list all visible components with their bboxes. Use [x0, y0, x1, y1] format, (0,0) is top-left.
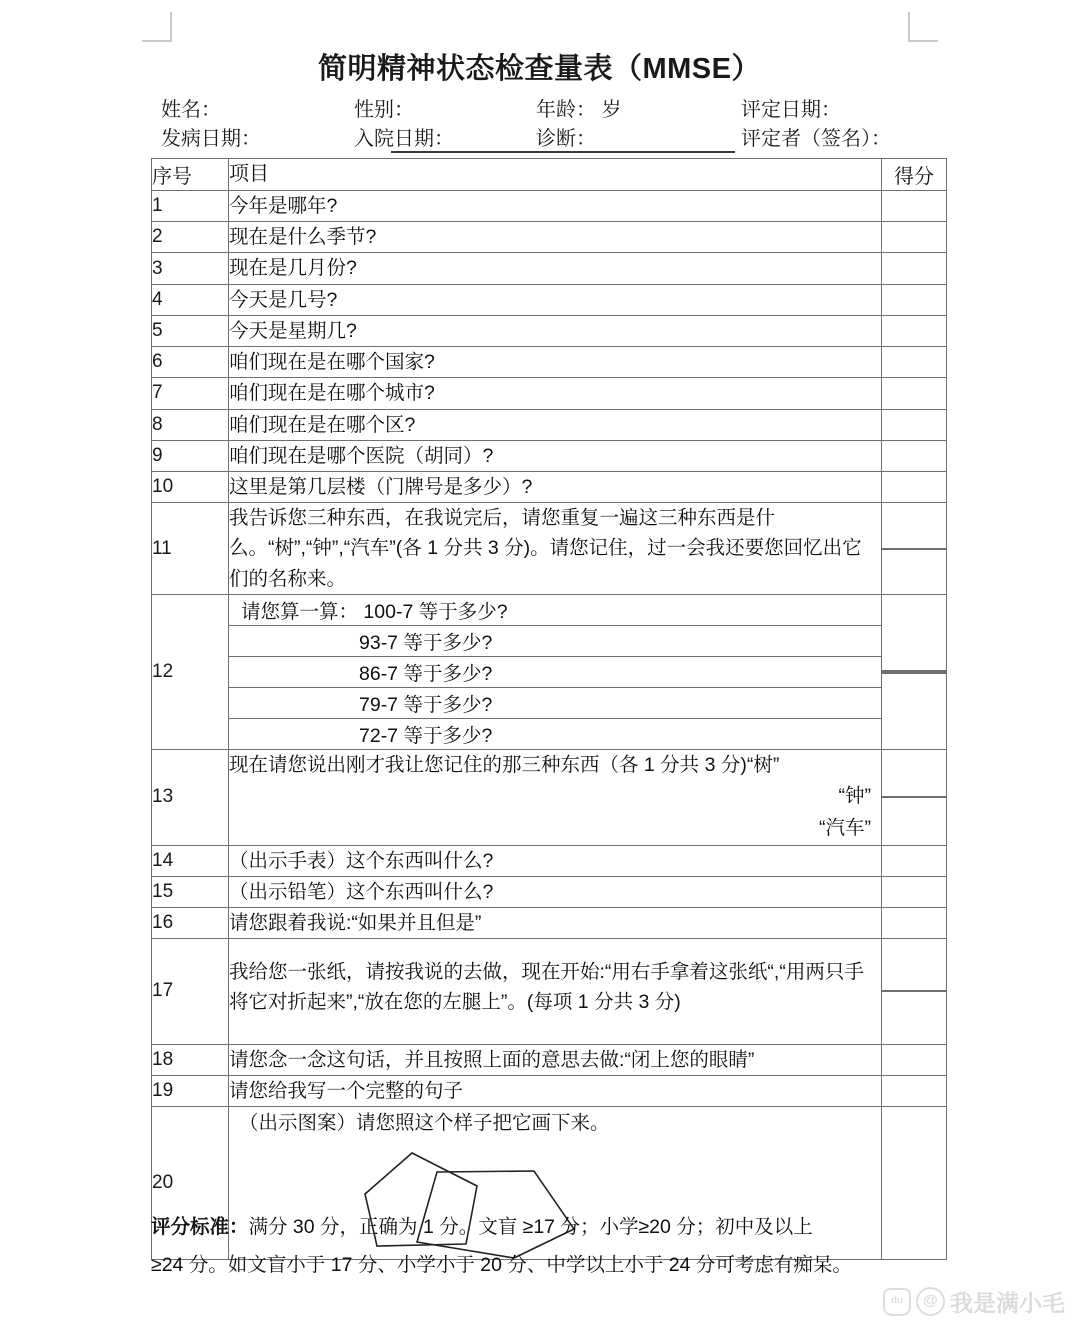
row-item: 咱们现在是在哪个国家?: [229, 347, 882, 378]
row-no: 16: [152, 908, 229, 939]
patient-info-block: [151, 96, 946, 154]
recall-line-3: “汽车”: [819, 817, 871, 839]
row-score-cell[interactable]: [882, 253, 947, 284]
assessor-signature-label: 评定者（签名）：: [741, 128, 891, 150]
row-no: 1: [152, 191, 229, 222]
calc-line: 93-7 等于多少?: [229, 625, 881, 656]
row-score-cell[interactable]: [882, 992, 946, 993]
patient-info-row-2: [151, 125, 946, 154]
row-no: 12: [152, 594, 229, 749]
info-underline-rule: [391, 151, 735, 153]
row-no: 9: [152, 440, 229, 471]
drawing-caption: （出示图案）请您照这个样子把它画下来。: [239, 1112, 610, 1135]
row-item: 请您给我写一个完整的句子: [229, 1075, 882, 1106]
table-row-11: [152, 503, 947, 595]
table-row-13: [152, 749, 947, 845]
row-item-calculations: [229, 594, 882, 749]
row-item: 咱们现在是在哪个区?: [229, 409, 882, 440]
table-row-12: [152, 594, 947, 749]
calc-line: 请您算一算： 100-7 等于多少?: [229, 595, 881, 626]
row-score-cell[interactable]: [882, 549, 946, 550]
table-row: [152, 409, 947, 440]
criteria-text-1: 满分 30 分，正确为 1 分。文盲 ≥17 分；小学≥20 分；初中及以上: [248, 1216, 813, 1238]
table-row: [152, 378, 947, 409]
calc-line: 79-7 等于多少?: [229, 687, 881, 718]
row-score-cell[interactable]: [882, 440, 947, 471]
row-item: 请您念一念这句话，并且按照上面的意思去做:“闭上您的眼睛”: [229, 1044, 882, 1075]
row-no: 15: [152, 876, 229, 907]
row-score-split: [882, 939, 947, 1044]
row-no: 13: [152, 749, 229, 845]
row-item: 咱们现在是在哪个城市?: [229, 378, 882, 409]
row-no: 2: [152, 222, 229, 253]
row-no: 3: [152, 253, 229, 284]
row-no: 17: [152, 939, 229, 1044]
row-item: （出示手表）这个东西叫什么?: [229, 845, 882, 876]
row-score-cell[interactable]: [882, 284, 947, 315]
row-item: 请您跟着我说:“如果并且但是”: [229, 908, 882, 939]
row-no: 14: [152, 845, 229, 876]
header-score: 得分: [882, 159, 947, 191]
row-item: （出示铅笔）这个东西叫什么?: [229, 876, 882, 907]
row-no: 19: [152, 1075, 229, 1106]
table-row: [152, 253, 947, 284]
mmse-table: [151, 158, 947, 1260]
patient-info-row-1: [151, 96, 946, 125]
table-row: [152, 845, 947, 876]
row-item: 今天是星期几?: [229, 315, 882, 346]
recall-line-1: 现在请您说出刚才我让您记住的那三种东西（各 1 分共 3 分)“树”: [229, 753, 780, 776]
row-item: 今年是哪年?: [229, 191, 882, 222]
name-label: 姓名：: [161, 99, 221, 121]
row-no: 5: [152, 315, 229, 346]
criteria-line-1: [151, 1208, 951, 1246]
row-item: 我告诉您三种东西，在我说完后，请您重复一遍这三种东西是什么。“树”,“钟”,“汽车”(各 1 分共 3 分)。请您记住，过一会我还要您回忆出它们的名称来。: [229, 503, 882, 595]
table-row: [152, 315, 947, 346]
row-score-cell[interactable]: [882, 409, 947, 440]
row-item: 今天是几号?: [229, 284, 882, 315]
crop-mark-top-right: [908, 12, 938, 42]
scoring-criteria: [151, 1208, 951, 1284]
assessment-date-label: 评定日期：: [741, 99, 841, 121]
calc-line: 72-7 等于多少?: [229, 718, 881, 749]
row-score-cell[interactable]: [882, 908, 947, 939]
row-no: 18: [152, 1044, 229, 1075]
row-no: 6: [152, 347, 229, 378]
row-score-cell[interactable]: [882, 845, 947, 876]
admission-date-label: 入院日期：: [354, 128, 454, 150]
row-score-cell[interactable]: [882, 347, 947, 378]
table-row: [152, 908, 947, 939]
table-row: [152, 440, 947, 471]
age-label: 年龄： 岁: [536, 99, 622, 121]
row-score-cell[interactable]: [882, 876, 947, 907]
table-row-17: [152, 939, 947, 1044]
row-score-cell[interactable]: [882, 673, 946, 674]
row-score-split: [882, 594, 947, 749]
row-score-cell[interactable]: [882, 471, 947, 502]
baidu-logo-icon: du: [883, 1288, 911, 1316]
row-no: 10: [152, 471, 229, 502]
watermark: [883, 1285, 1065, 1318]
table-row: [152, 222, 947, 253]
table-row: [152, 191, 947, 222]
table-row: [152, 471, 947, 502]
recall-line-2: “钟”: [838, 785, 871, 808]
calc-line: 86-7 等于多少?: [229, 656, 881, 687]
table-row: [152, 1075, 947, 1106]
row-no: 4: [152, 284, 229, 315]
at-sign-icon: @: [916, 1287, 945, 1316]
row-score-cell[interactable]: [882, 1044, 947, 1075]
row-no: 20: [152, 1107, 229, 1260]
row-score-cell[interactable]: [882, 1075, 947, 1106]
row-score-split: [882, 749, 947, 845]
gender-label: 性别：: [354, 99, 414, 121]
watermark-handle: 我是满小毛: [950, 1290, 1065, 1316]
table-row: [152, 1044, 947, 1075]
row-item: 现在是什么季节?: [229, 222, 882, 253]
row-score-cell[interactable]: [882, 798, 946, 799]
row-item: 现在是几月份?: [229, 253, 882, 284]
row-item: 我给您一张纸，请按我说的去做，现在开始:“用右手拿着这张纸“,“用两只手将它对折起来”,“放在您的左腿上”。(每项 1 分共 3 分): [229, 939, 882, 1044]
crop-mark-top-left: [142, 12, 172, 42]
header-no: 序号: [152, 159, 229, 191]
onset-date-label: 发病日期：: [161, 128, 261, 150]
criteria-line-2: ≥24 分。如文盲小于 17 分、小学小于 20 分、中学以上小于 24 分可考虑有痴呆。: [151, 1254, 852, 1277]
row-no: 8: [152, 409, 229, 440]
page-title: 简明精神状态检查量表（MMSE）: [317, 53, 761, 85]
row-score-cell[interactable]: [882, 222, 947, 253]
table-header-row: [152, 159, 947, 191]
table-row: [152, 347, 947, 378]
table-row: [152, 284, 947, 315]
row-item: 咱们现在是哪个医院（胡同）?: [229, 440, 882, 471]
row-score-split: [882, 503, 947, 595]
row-score-cell[interactable]: [882, 315, 947, 346]
criteria-label: 评分标准：: [151, 1216, 249, 1238]
row-score-cell[interactable]: [882, 191, 947, 222]
row-score-cell[interactable]: [882, 378, 947, 409]
table-row: [152, 876, 947, 907]
row-item: 这里是第几层楼（门牌号是多少）?: [229, 471, 882, 502]
header-item: 项目: [229, 159, 882, 191]
row-no: 11: [152, 503, 229, 595]
diagnosis-label: 诊断：: [536, 128, 596, 150]
row-no: 7: [152, 378, 229, 409]
row-item: [229, 749, 882, 845]
